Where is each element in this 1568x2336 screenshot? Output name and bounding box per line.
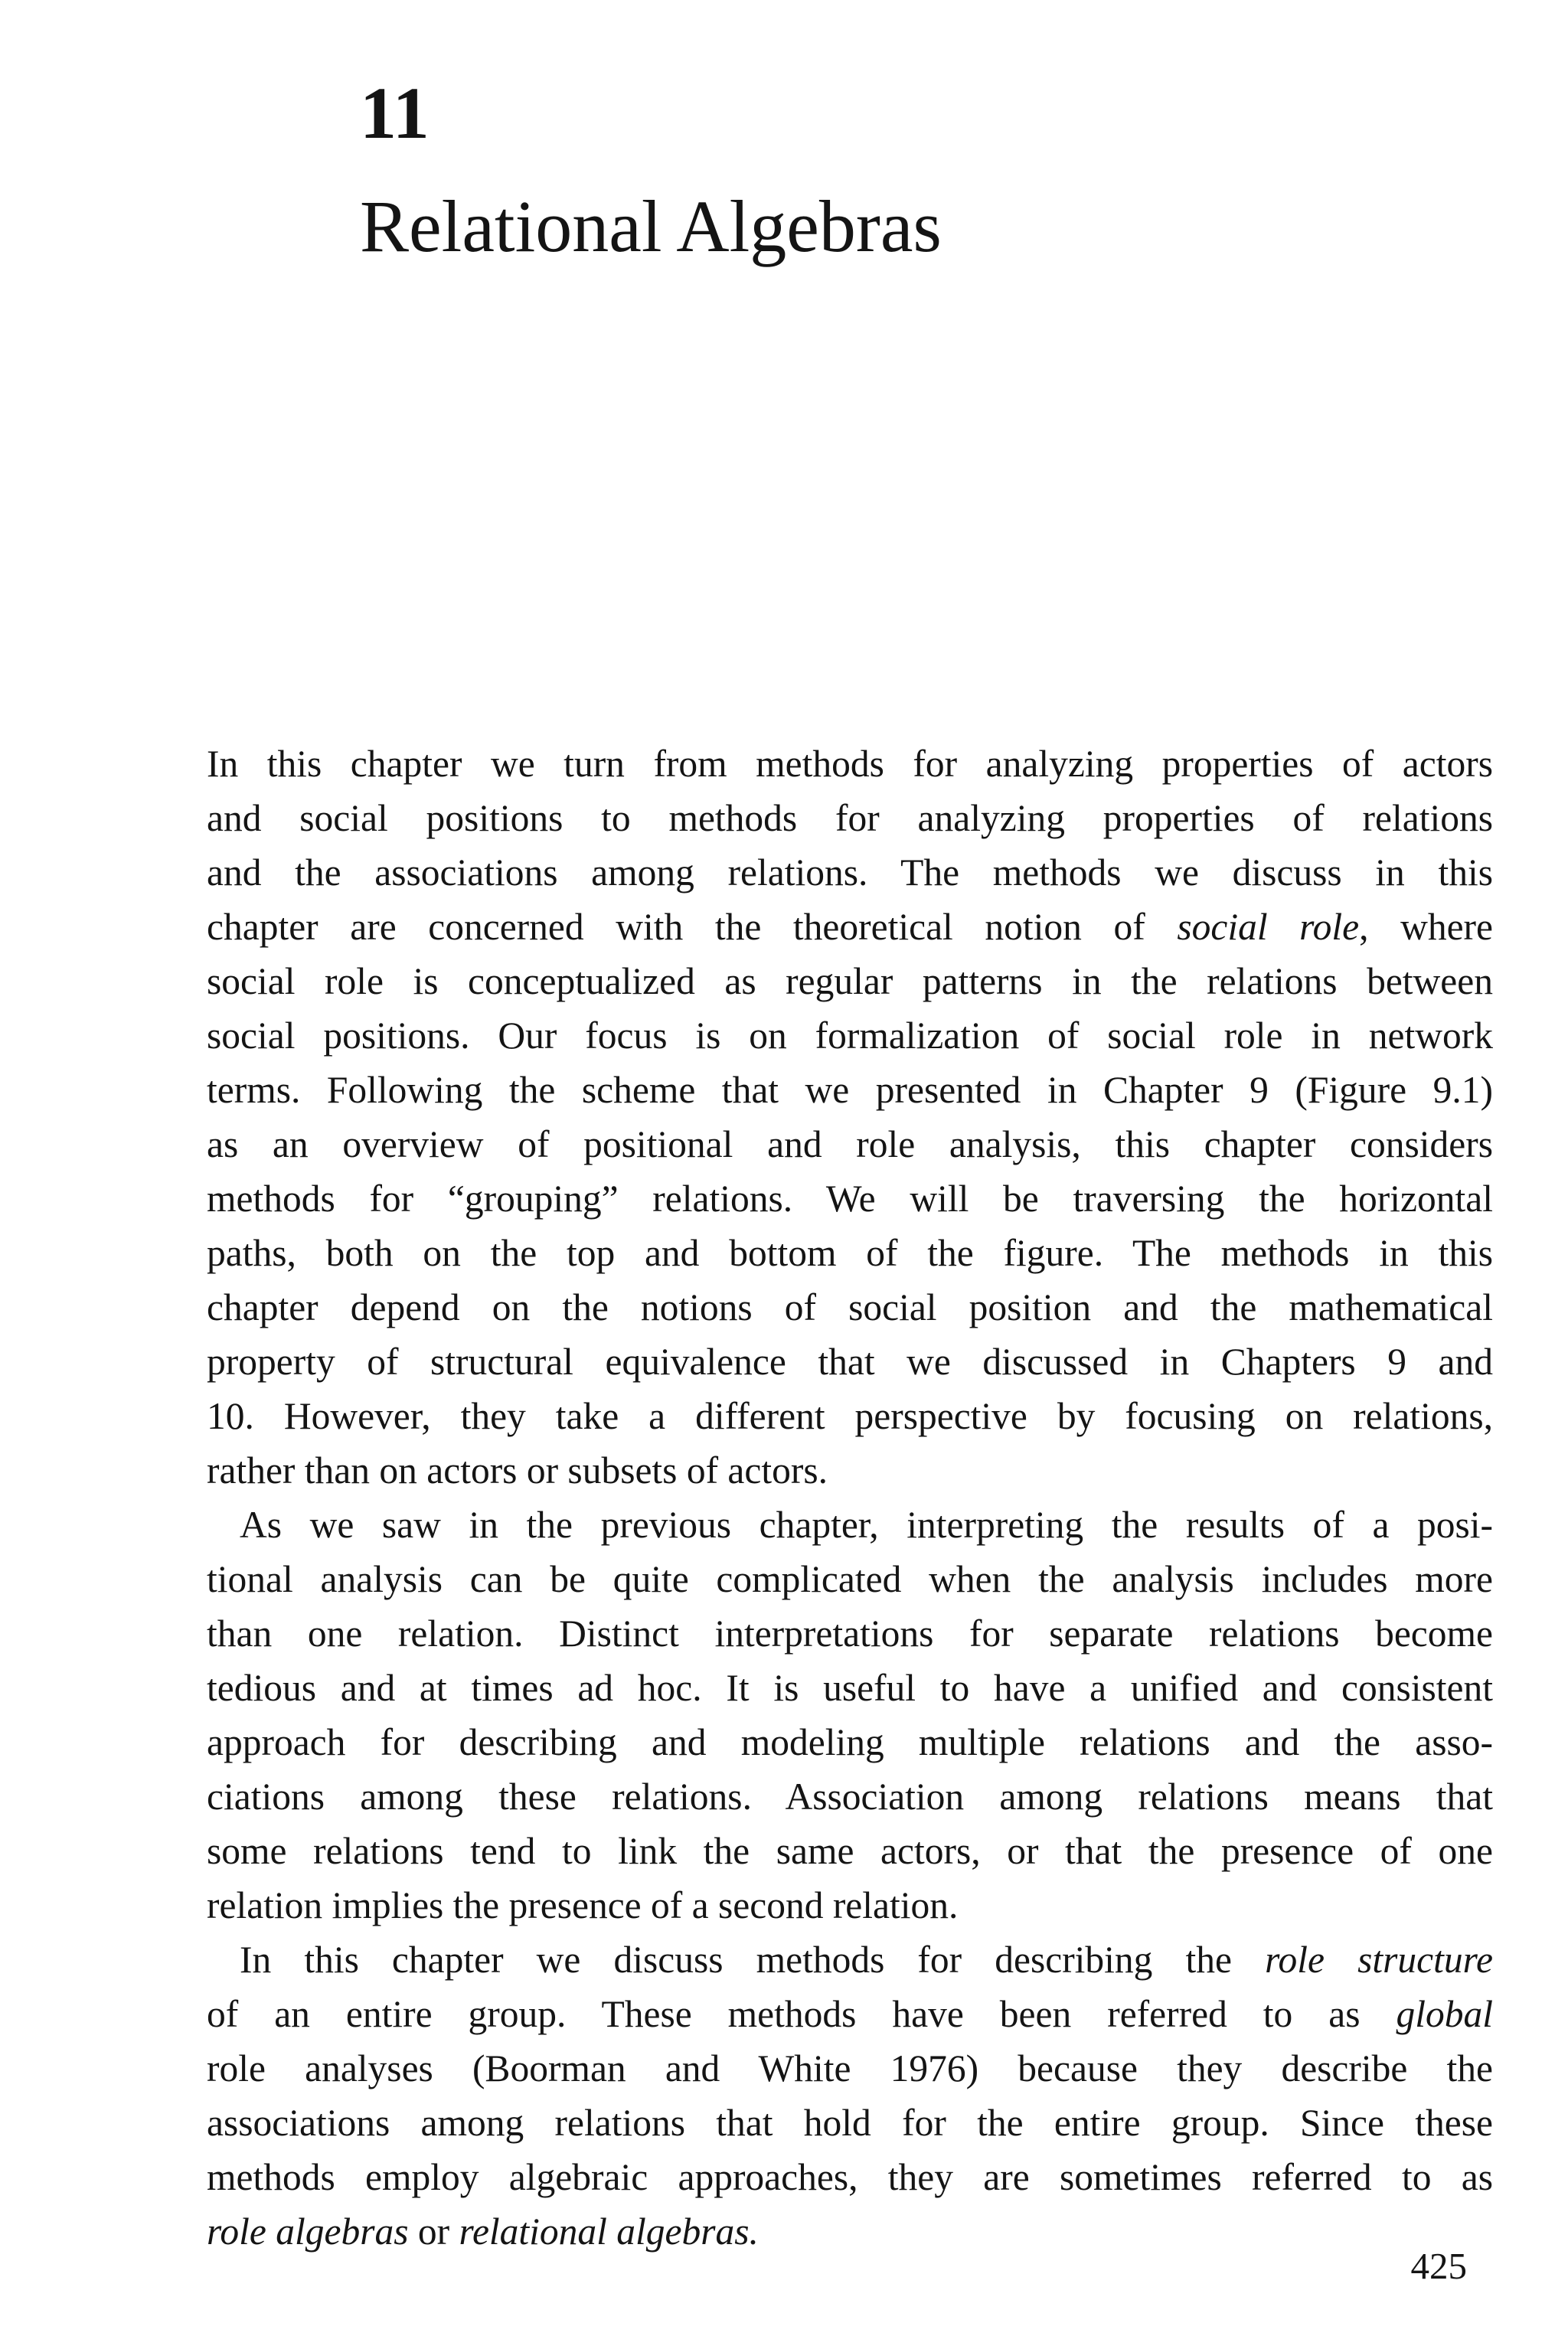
text-line (207, 1824, 1493, 1878)
paragraph (207, 737, 1493, 1498)
text-run: social positions. Our focus is on formalization of social role in network (207, 1014, 1493, 1057)
text-run: chapter are concerned with the theoretical notion of (207, 906, 1178, 948)
text-run: of an entire group. These methods have been referred to as (207, 1993, 1396, 2035)
text-run: terms. Following the scheme that we presented in Chapter 9 (Figure 9.1) (207, 1069, 1493, 1111)
text-run: social role is conceptualized as regular patterns in the relations between (207, 960, 1493, 1002)
text-run: tedious and at times ad hoc. It is useful to have a unified and consistent (207, 1667, 1493, 1709)
text-run: ciations among these relations. Association among relations means that (207, 1776, 1493, 1818)
text-line (207, 1552, 1493, 1606)
text-run: and the associations among relations. The methods we discuss in this (207, 851, 1493, 894)
text-line (207, 2096, 1493, 2150)
italic-term: role structure (1265, 1939, 1493, 1981)
text-line (207, 1117, 1493, 1171)
text-run: than one relation. Distinct interpretations for separate relations become (207, 1612, 1493, 1655)
text-line (207, 1498, 1493, 1552)
page-number: 425 (1410, 2245, 1467, 2287)
text-run: 10. However, they take a different perspective by focusing on relations, (207, 1395, 1493, 1437)
text-line (207, 845, 1493, 900)
text-line (207, 1063, 1493, 1117)
text-line (207, 1769, 1493, 1824)
text-line (207, 2204, 1493, 2259)
text-run: tional analysis can be quite complicated when the analysis includes more (207, 1558, 1493, 1600)
text-line (207, 1661, 1493, 1715)
text-run: approach for describing and modeling multiple relations and the asso- (207, 1721, 1493, 1763)
text-line (207, 1443, 1493, 1498)
text-line (207, 1280, 1493, 1335)
text-run: and social positions to methods for analyzing properties of relations (207, 797, 1493, 839)
italic-term: role algebras (207, 2210, 409, 2253)
text-run: some relations tend to link the same actors, or that the presence of one (207, 1830, 1493, 1872)
italic-term: global (1396, 1993, 1493, 2035)
text-run: paths, both on the top and bottom of the figure. The methods in this (207, 1232, 1493, 1274)
text-run: methods employ algebraic approaches, they are sometimes referred to as (207, 2156, 1493, 2198)
text-run: chapter depend on the notions of social position and the mathematical (207, 1286, 1493, 1328)
text-line (207, 1335, 1493, 1389)
text-run: property of structural equivalence that we discussed in Chapters 9 and (207, 1341, 1493, 1383)
text-line (207, 1606, 1493, 1661)
chapter-title: Relational Algebras (360, 185, 942, 267)
text-run: or (408, 2210, 459, 2253)
italic-term: social role (1177, 906, 1360, 948)
text-line (207, 1226, 1493, 1280)
text-run: methods for “grouping” relations. We will be traversing the horizontal (207, 1178, 1493, 1220)
text-line (207, 737, 1493, 791)
text-run: In this chapter we turn from methods for analyzing properties of actors (207, 743, 1493, 785)
text-line (207, 1878, 1493, 1933)
chapter-body (207, 737, 1493, 2259)
chapter-number: 11 (360, 72, 430, 154)
text-run: as an overview of positional and role analysis, this chapter considers (207, 1123, 1493, 1165)
text-line (207, 1987, 1493, 2041)
text-line (207, 1715, 1493, 1769)
text-line (207, 1933, 1493, 1987)
text-line (207, 1389, 1493, 1443)
text-line (207, 1171, 1493, 1226)
text-run: , where (1359, 906, 1493, 948)
text-run: As we saw in the previous chapter, interpreting the results of a posi- (240, 1504, 1493, 1546)
text-line (207, 2150, 1493, 2204)
text-line (207, 1008, 1493, 1063)
text-line (207, 791, 1493, 845)
text-run: associations among relations that hold for the entire group. Since these (207, 2102, 1493, 2144)
text-run: In this chapter we discuss methods for describing the (240, 1939, 1266, 1981)
text-line (207, 954, 1493, 1008)
text-line (207, 2041, 1493, 2096)
italic-term: relational algebras. (459, 2210, 759, 2253)
text-line (207, 900, 1493, 954)
text-run: relation implies the presence of a second relation. (207, 1884, 959, 1926)
text-run: rather than on actors or subsets of actors. (207, 1449, 828, 1491)
paragraph (207, 1933, 1493, 2259)
paragraph (207, 1498, 1493, 1933)
text-run: role analyses (Boorman and White 1976) because they describe the (207, 2047, 1493, 2089)
